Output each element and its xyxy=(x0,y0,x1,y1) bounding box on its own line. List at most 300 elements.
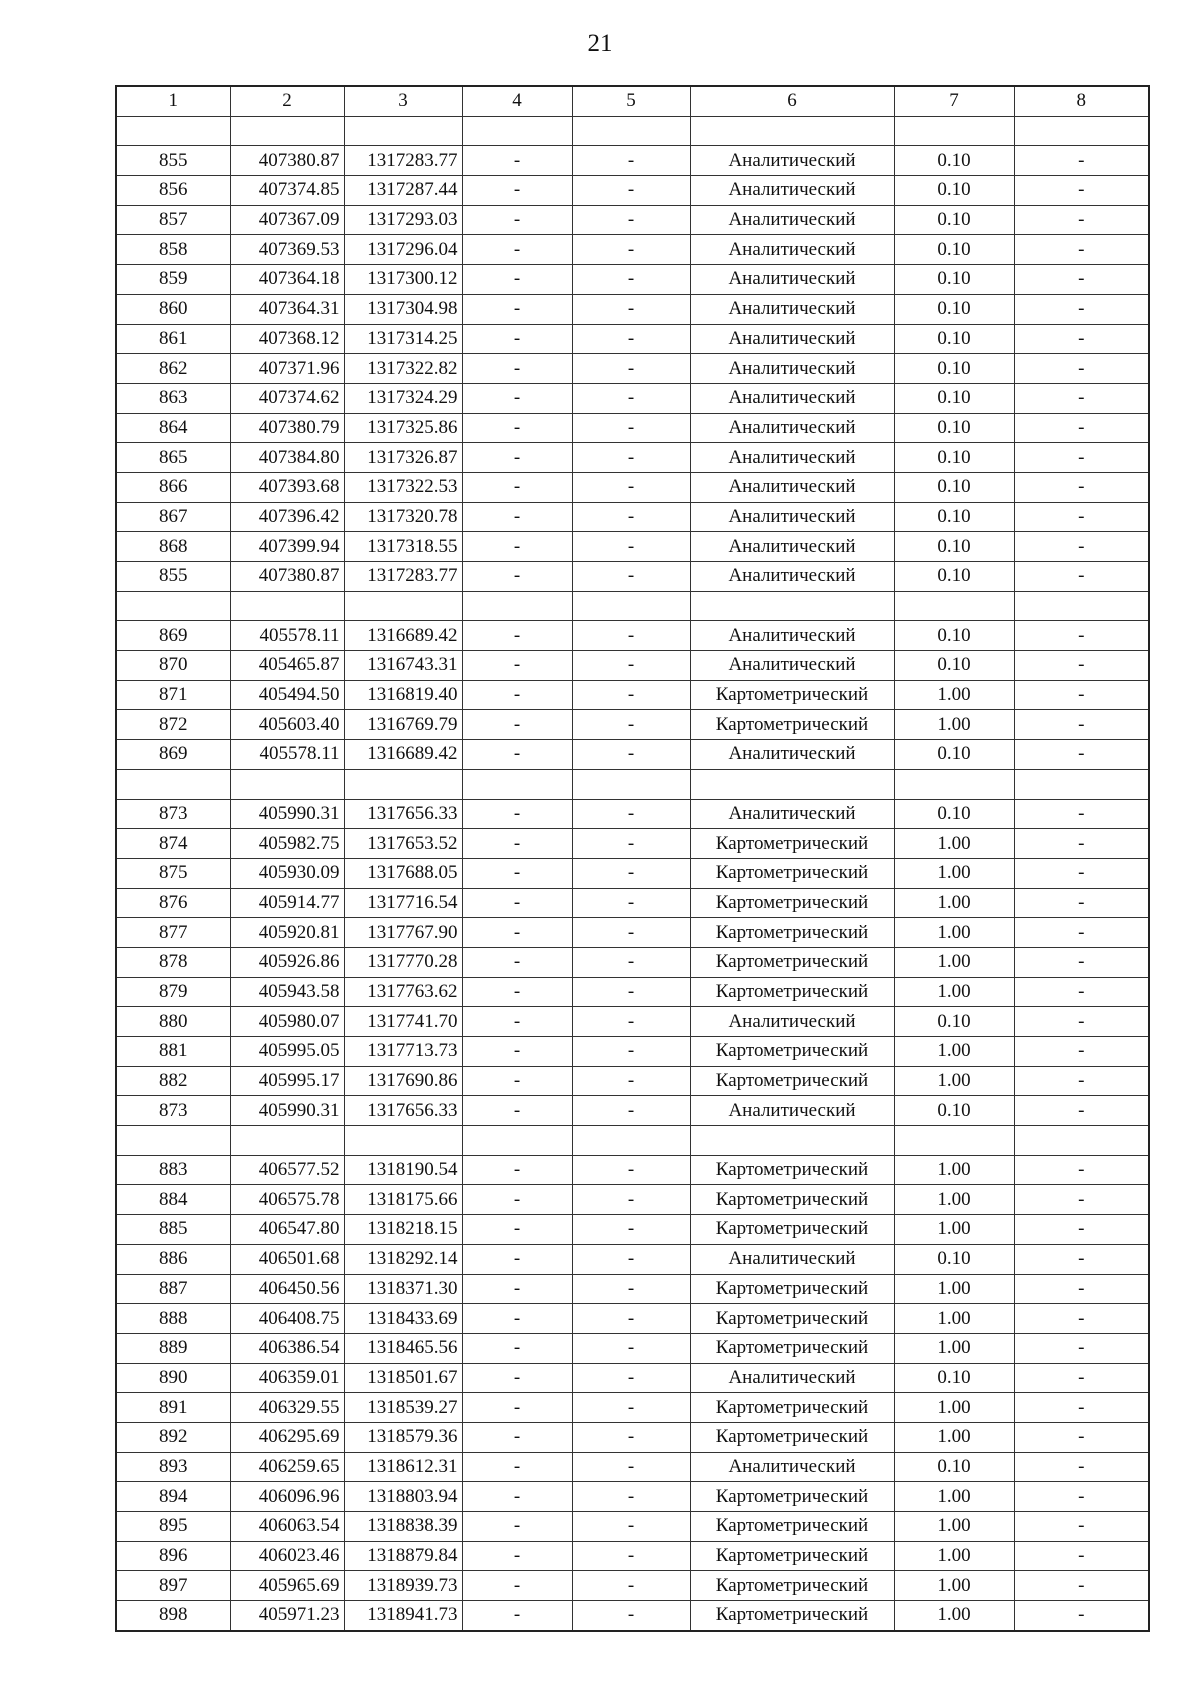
table-cell: 407384.80 xyxy=(230,443,344,473)
table-cell: - xyxy=(462,562,572,592)
table-cell: 405995.17 xyxy=(230,1066,344,1096)
table-cell: Картометрический xyxy=(690,918,894,948)
table-cell xyxy=(1014,591,1149,621)
table-cell: - xyxy=(462,888,572,918)
table-cell: 862 xyxy=(116,354,230,384)
table-cell: Аналитический xyxy=(690,562,894,592)
table-cell: 1317763.62 xyxy=(344,977,462,1007)
table-cell: - xyxy=(572,176,690,206)
table-cell: - xyxy=(462,1215,572,1245)
table-cell: 880 xyxy=(116,1007,230,1037)
table-cell: 887 xyxy=(116,1274,230,1304)
table-cell: 0.10 xyxy=(894,146,1014,176)
table-cell: - xyxy=(462,1274,572,1304)
table-cell: 406259.65 xyxy=(230,1452,344,1482)
table-cell xyxy=(230,591,344,621)
table-cell: - xyxy=(1014,443,1149,473)
table-cell: 1.00 xyxy=(894,977,1014,1007)
table-cell: Аналитический xyxy=(690,265,894,295)
table-cell xyxy=(572,116,690,146)
table-row xyxy=(116,1571,1149,1601)
table-cell: 892 xyxy=(116,1422,230,1452)
table-cell: - xyxy=(462,1244,572,1274)
table-cell: 1.00 xyxy=(894,1304,1014,1334)
table-cell: - xyxy=(462,1037,572,1067)
table-cell: - xyxy=(1014,651,1149,681)
table-cell: - xyxy=(462,205,572,235)
table-cell: - xyxy=(462,1541,572,1571)
table-cell: 407399.94 xyxy=(230,532,344,562)
table-row xyxy=(116,1541,1149,1571)
table-cell: 1318292.14 xyxy=(344,1244,462,1274)
table-cell: 405965.69 xyxy=(230,1571,344,1601)
table-cell: - xyxy=(1014,977,1149,1007)
table-row xyxy=(116,1304,1149,1334)
table-cell: 1318501.67 xyxy=(344,1363,462,1393)
table-cell: 0.10 xyxy=(894,1244,1014,1274)
table-cell: 1317283.77 xyxy=(344,146,462,176)
table-cell: - xyxy=(1014,1482,1149,1512)
table-cell: 0.10 xyxy=(894,235,1014,265)
header-cell: 6 xyxy=(690,86,894,116)
table-cell: 1317287.44 xyxy=(344,176,462,206)
table-cell: Аналитический xyxy=(690,532,894,562)
table-cell: 1.00 xyxy=(894,1541,1014,1571)
table-cell: 1.00 xyxy=(894,829,1014,859)
table-cell: 407364.18 xyxy=(230,265,344,295)
table-cell: - xyxy=(462,1304,572,1334)
table-cell: Аналитический xyxy=(690,294,894,324)
table-row xyxy=(116,205,1149,235)
table-row xyxy=(116,1037,1149,1067)
table-cell: 870 xyxy=(116,651,230,681)
table-cell: 0.10 xyxy=(894,740,1014,770)
table-cell: 0.10 xyxy=(894,1452,1014,1482)
table-cell: 875 xyxy=(116,858,230,888)
table-cell: 405494.50 xyxy=(230,680,344,710)
table-row xyxy=(116,918,1149,948)
table-cell: - xyxy=(1014,1333,1149,1363)
table-cell: 0.10 xyxy=(894,383,1014,413)
table-cell: - xyxy=(1014,1452,1149,1482)
header-cell: 7 xyxy=(894,86,1014,116)
table-row xyxy=(116,532,1149,562)
table-row xyxy=(116,1185,1149,1215)
table-row xyxy=(116,1393,1149,1423)
table-cell: - xyxy=(462,1185,572,1215)
table-cell: 873 xyxy=(116,1096,230,1126)
table-cell: Картометрический xyxy=(690,1333,894,1363)
table-row xyxy=(116,443,1149,473)
table-cell xyxy=(572,1126,690,1156)
table-cell: 1318803.94 xyxy=(344,1482,462,1512)
table-cell: 861 xyxy=(116,324,230,354)
table-cell: 1.00 xyxy=(894,947,1014,977)
table-cell xyxy=(344,116,462,146)
table-cell: 0.10 xyxy=(894,413,1014,443)
table-cell: 0.10 xyxy=(894,265,1014,295)
table-row xyxy=(116,176,1149,206)
table-cell: 0.10 xyxy=(894,324,1014,354)
table-cell: - xyxy=(1014,1541,1149,1571)
table-cell: 1317688.05 xyxy=(344,858,462,888)
table-cell xyxy=(690,1126,894,1156)
table-cell: - xyxy=(462,176,572,206)
table-cell: 0.10 xyxy=(894,651,1014,681)
table-cell xyxy=(230,116,344,146)
table-cell: 864 xyxy=(116,413,230,443)
table-cell: 857 xyxy=(116,205,230,235)
table-cell: 1.00 xyxy=(894,1512,1014,1542)
table-cell: 0.10 xyxy=(894,1363,1014,1393)
table-cell: 1316769.79 xyxy=(344,710,462,740)
table-cell: 1318941.73 xyxy=(344,1601,462,1631)
table-cell xyxy=(344,769,462,799)
table-cell: 0.10 xyxy=(894,502,1014,532)
table-cell: - xyxy=(572,1482,690,1512)
table-row xyxy=(116,651,1149,681)
table-cell: - xyxy=(572,294,690,324)
table-cell: - xyxy=(1014,1244,1149,1274)
table-cell: Аналитический xyxy=(690,383,894,413)
table-cell: - xyxy=(1014,740,1149,770)
table-cell: - xyxy=(572,947,690,977)
table-cell: 874 xyxy=(116,829,230,859)
table-cell xyxy=(462,591,572,621)
table-cell: Картометрический xyxy=(690,858,894,888)
table-row xyxy=(116,1274,1149,1304)
table-cell xyxy=(894,591,1014,621)
table-cell: 897 xyxy=(116,1571,230,1601)
table-cell: Аналитический xyxy=(690,1096,894,1126)
table-cell: 1316743.31 xyxy=(344,651,462,681)
table-cell: 1.00 xyxy=(894,680,1014,710)
table-row xyxy=(116,1096,1149,1126)
table-cell: Картометрический xyxy=(690,1482,894,1512)
table-row xyxy=(116,1066,1149,1096)
table-cell: Аналитический xyxy=(690,354,894,384)
table-cell: 406450.56 xyxy=(230,1274,344,1304)
table-cell: 406408.75 xyxy=(230,1304,344,1334)
table-cell: 407380.87 xyxy=(230,146,344,176)
table-cell: - xyxy=(1014,235,1149,265)
table-cell: 1.00 xyxy=(894,888,1014,918)
table-row xyxy=(116,502,1149,532)
table-cell: - xyxy=(462,651,572,681)
table-cell: 407396.42 xyxy=(230,502,344,532)
table-cell: 405943.58 xyxy=(230,977,344,1007)
table-row xyxy=(116,977,1149,1007)
table-row xyxy=(116,1482,1149,1512)
table-cell: 406577.52 xyxy=(230,1155,344,1185)
table-row xyxy=(116,472,1149,502)
table-cell: - xyxy=(1014,176,1149,206)
header-cell: 2 xyxy=(230,86,344,116)
table-cell: - xyxy=(462,502,572,532)
table-cell: 405990.31 xyxy=(230,799,344,829)
table-cell: - xyxy=(572,1037,690,1067)
table-cell: 0.10 xyxy=(894,294,1014,324)
table-cell: 0.10 xyxy=(894,1007,1014,1037)
table-cell: 405465.87 xyxy=(230,651,344,681)
table-cell: - xyxy=(462,680,572,710)
table-cell: 1.00 xyxy=(894,1601,1014,1631)
table-cell: - xyxy=(572,1215,690,1245)
table-cell: 1318465.56 xyxy=(344,1333,462,1363)
table-cell: Картометрический xyxy=(690,1304,894,1334)
table-cell: Картометрический xyxy=(690,710,894,740)
table-cell: 886 xyxy=(116,1244,230,1274)
table-cell xyxy=(690,591,894,621)
table-cell xyxy=(894,116,1014,146)
table-cell: - xyxy=(462,918,572,948)
table-cell: Картометрический xyxy=(690,1037,894,1067)
table-cell xyxy=(572,591,690,621)
table-cell: - xyxy=(572,443,690,473)
table-cell: - xyxy=(572,888,690,918)
table-cell: 1317713.73 xyxy=(344,1037,462,1067)
table-cell: 406359.01 xyxy=(230,1363,344,1393)
table-cell: 883 xyxy=(116,1155,230,1185)
table-cell: - xyxy=(1014,1512,1149,1542)
table-cell: 872 xyxy=(116,710,230,740)
table-cell: 407374.62 xyxy=(230,383,344,413)
table-cell: 877 xyxy=(116,918,230,948)
table-cell: 1317304.98 xyxy=(344,294,462,324)
table-cell: 869 xyxy=(116,740,230,770)
table-cell: 1318539.27 xyxy=(344,1393,462,1423)
table-cell: 1316689.42 xyxy=(344,740,462,770)
table-cell: - xyxy=(1014,472,1149,502)
header-cell: 1 xyxy=(116,86,230,116)
table-cell: 868 xyxy=(116,532,230,562)
table-row xyxy=(116,591,1149,621)
table-row xyxy=(116,1126,1149,1156)
table-cell xyxy=(230,769,344,799)
table-cell: 1.00 xyxy=(894,1185,1014,1215)
table-cell: 1316819.40 xyxy=(344,680,462,710)
table-cell: - xyxy=(462,1096,572,1126)
table-cell: - xyxy=(462,740,572,770)
table-cell xyxy=(690,769,894,799)
table-cell: - xyxy=(1014,1601,1149,1631)
table-row xyxy=(116,710,1149,740)
header-cell: 4 xyxy=(462,86,572,116)
table-cell: - xyxy=(462,472,572,502)
table-row xyxy=(116,1333,1149,1363)
header-cell: 3 xyxy=(344,86,462,116)
table-cell: - xyxy=(462,532,572,562)
table-cell: - xyxy=(462,1482,572,1512)
table-cell: - xyxy=(462,977,572,1007)
table-cell: 407369.53 xyxy=(230,235,344,265)
table-cell: 406575.78 xyxy=(230,1185,344,1215)
table-cell: - xyxy=(1014,502,1149,532)
table-cell: - xyxy=(1014,829,1149,859)
table-row xyxy=(116,294,1149,324)
table-cell: - xyxy=(462,829,572,859)
table-cell: 405578.11 xyxy=(230,621,344,651)
table-cell: 1.00 xyxy=(894,918,1014,948)
table-cell: 1317690.86 xyxy=(344,1066,462,1096)
table-row xyxy=(116,888,1149,918)
table-cell: - xyxy=(462,799,572,829)
table-cell xyxy=(230,1126,344,1156)
table-row xyxy=(116,562,1149,592)
table-cell: - xyxy=(572,502,690,532)
table-cell xyxy=(344,591,462,621)
table-cell: 865 xyxy=(116,443,230,473)
table-cell: - xyxy=(462,1393,572,1423)
table-cell: - xyxy=(1014,1304,1149,1334)
table-cell: - xyxy=(462,1066,572,1096)
table-cell: Аналитический xyxy=(690,740,894,770)
table-cell: 407380.87 xyxy=(230,562,344,592)
table-cell: 1318433.69 xyxy=(344,1304,462,1334)
table-cell: 406096.96 xyxy=(230,1482,344,1512)
table-cell: 1.00 xyxy=(894,710,1014,740)
table-cell: 1317318.55 xyxy=(344,532,462,562)
table-cell: - xyxy=(572,1512,690,1542)
table-cell: Аналитический xyxy=(690,799,894,829)
table-cell: Аналитический xyxy=(690,1007,894,1037)
table-cell: - xyxy=(572,1066,690,1096)
table-cell: - xyxy=(462,621,572,651)
table-cell: - xyxy=(462,710,572,740)
table-cell: - xyxy=(462,1155,572,1185)
table-cell: - xyxy=(1014,1096,1149,1126)
table-cell: Аналитический xyxy=(690,472,894,502)
table-cell: - xyxy=(462,858,572,888)
table-cell: - xyxy=(1014,947,1149,977)
table-row xyxy=(116,383,1149,413)
table-cell: - xyxy=(572,1244,690,1274)
table-cell: Картометрический xyxy=(690,977,894,1007)
table-cell: - xyxy=(1014,294,1149,324)
table-cell: 1318218.15 xyxy=(344,1215,462,1245)
table-row xyxy=(116,769,1149,799)
table-cell: 1.00 xyxy=(894,1333,1014,1363)
header-cell: 5 xyxy=(572,86,690,116)
header-cell: 8 xyxy=(1014,86,1149,116)
table-cell: 1318612.31 xyxy=(344,1452,462,1482)
table-cell: 891 xyxy=(116,1393,230,1423)
table-cell: - xyxy=(1014,710,1149,740)
table-cell: 1.00 xyxy=(894,1155,1014,1185)
table-cell: Аналитический xyxy=(690,621,894,651)
table-cell: - xyxy=(462,324,572,354)
table-cell: - xyxy=(462,265,572,295)
table-cell xyxy=(116,769,230,799)
table-cell: 405930.09 xyxy=(230,858,344,888)
table-row xyxy=(116,1422,1149,1452)
table-cell: 0.10 xyxy=(894,1096,1014,1126)
table-cell: 1317324.29 xyxy=(344,383,462,413)
table-cell: - xyxy=(462,294,572,324)
table-cell: - xyxy=(572,1422,690,1452)
table-cell: - xyxy=(572,205,690,235)
table-cell: - xyxy=(572,383,690,413)
table-cell: - xyxy=(1014,1215,1149,1245)
table-cell: Аналитический xyxy=(690,502,894,532)
table-cell: 1317741.70 xyxy=(344,1007,462,1037)
table-cell: 405578.11 xyxy=(230,740,344,770)
table-cell: - xyxy=(572,1304,690,1334)
table-cell: 406063.54 xyxy=(230,1512,344,1542)
table-cell: 406329.55 xyxy=(230,1393,344,1423)
table-row xyxy=(116,1601,1149,1631)
table-cell: - xyxy=(1014,680,1149,710)
table-cell: - xyxy=(572,532,690,562)
table-cell: Картометрический xyxy=(690,947,894,977)
table-row xyxy=(116,858,1149,888)
table-cell: - xyxy=(462,1571,572,1601)
table-cell: Картометрический xyxy=(690,829,894,859)
table-row xyxy=(116,1155,1149,1185)
table-row xyxy=(116,1512,1149,1542)
table-cell: 1317322.82 xyxy=(344,354,462,384)
table-cell: Картометрический xyxy=(690,1571,894,1601)
table-cell: 406023.46 xyxy=(230,1541,344,1571)
table-cell: Аналитический xyxy=(690,651,894,681)
table-row xyxy=(116,1007,1149,1037)
table-cell: Картометрический xyxy=(690,1512,894,1542)
table-cell: - xyxy=(572,1007,690,1037)
table-cell: - xyxy=(462,1007,572,1037)
table-cell: 1317322.53 xyxy=(344,472,462,502)
table-cell: 1.00 xyxy=(894,858,1014,888)
table-cell: 859 xyxy=(116,265,230,295)
table-cell: 882 xyxy=(116,1066,230,1096)
table-cell: Картометрический xyxy=(690,1066,894,1096)
table-cell: Картометрический xyxy=(690,1215,894,1245)
table-cell: 406295.69 xyxy=(230,1422,344,1452)
table-cell: - xyxy=(572,1155,690,1185)
table-cell: - xyxy=(462,947,572,977)
table-row xyxy=(116,1244,1149,1274)
table-cell: - xyxy=(462,443,572,473)
table-cell xyxy=(116,116,230,146)
table-cell: - xyxy=(572,413,690,443)
table-cell: - xyxy=(1014,146,1149,176)
table-cell: - xyxy=(572,1541,690,1571)
table-cell: Аналитический xyxy=(690,1363,894,1393)
table-cell: 888 xyxy=(116,1304,230,1334)
table-body xyxy=(116,116,1149,1631)
table-cell: Аналитический xyxy=(690,324,894,354)
table-cell: 878 xyxy=(116,947,230,977)
table-cell: - xyxy=(572,740,690,770)
table-row xyxy=(116,1363,1149,1393)
table-cell: - xyxy=(1014,1571,1149,1601)
table-cell: - xyxy=(572,1452,690,1482)
table-cell: 856 xyxy=(116,176,230,206)
table-cell: 1317716.54 xyxy=(344,888,462,918)
table-cell: 0.10 xyxy=(894,205,1014,235)
table-cell: 407380.79 xyxy=(230,413,344,443)
table-cell: - xyxy=(572,324,690,354)
table-cell: 1317320.78 xyxy=(344,502,462,532)
table-row xyxy=(116,354,1149,384)
table-cell: 855 xyxy=(116,562,230,592)
table-cell: - xyxy=(1014,1185,1149,1215)
table-cell: - xyxy=(1014,413,1149,443)
table-row xyxy=(116,947,1149,977)
table-cell: - xyxy=(572,1363,690,1393)
table-cell: 1317326.87 xyxy=(344,443,462,473)
table-cell: - xyxy=(1014,324,1149,354)
table-cell: - xyxy=(572,354,690,384)
